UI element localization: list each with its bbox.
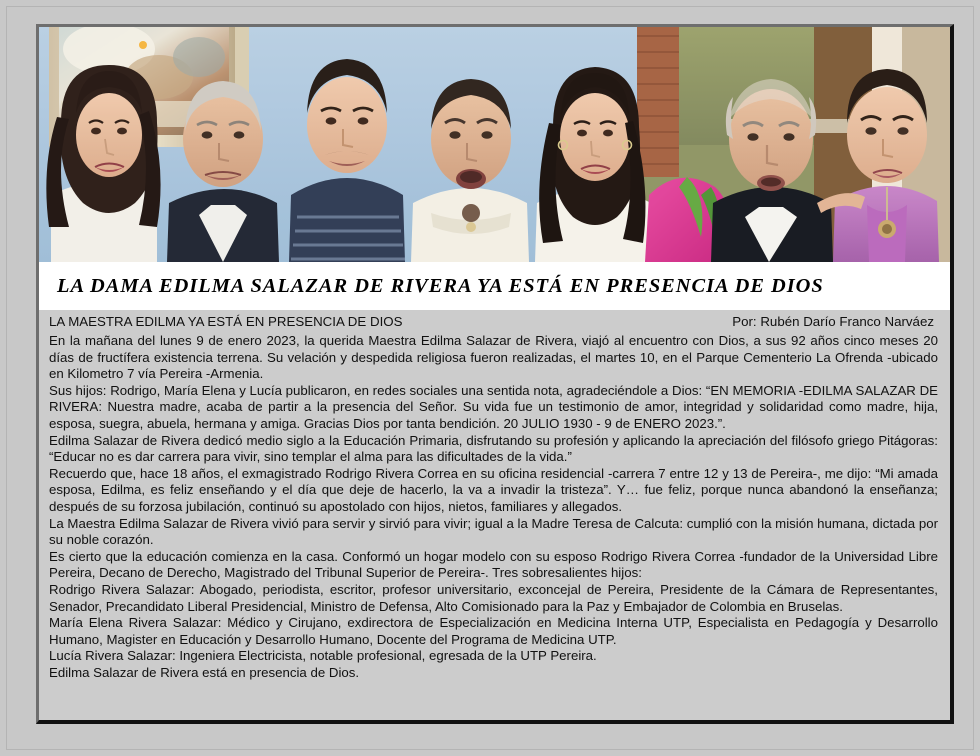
article-paragraph: Lucía Rivera Salazar: Ingeniera Electricista, notable profesional, egresada de la UTP Pereira.: [49, 648, 597, 664]
article-paragraph: María Elena Rivera Salazar: Médico y Cirujano, exdirectora de Especialización en Medicina Interna UTP, Especialista en Pedagogía y Desarrollo Humano, Magister en Educación y Desarrollo Humano, Docente del Programa de Medicina UTP.: [49, 615, 938, 647]
article-byline: Por: Rubén Darío Franco Narváez: [732, 314, 934, 329]
article-headline: LA DAMA EDILMA SALAZAR DE RIVERA YA ESTÁ EN PRESENCIA DE DIOS: [57, 274, 824, 297]
article-body: [39, 331, 950, 720]
family-photograph-image: [39, 27, 950, 262]
article-photo: [39, 27, 950, 262]
headline-band: [39, 262, 950, 310]
document-body: [39, 27, 950, 720]
article-paragraph: Edilma Salazar de Rivera dedicó medio siglo a la Educación Primaria, disfrutando su profesión y aplicando la apreciación del filósofo griego Pitágoras: “Educar no es dar carrera para vivir, sino templar el alma para las dificultades de la vida.”: [49, 432, 938, 465]
article-paragraph: La Maestra Edilma Salazar de Rivera vivió para servir y sirvió para vivir; igual a la Madre Teresa de Calcuta: cumplió con la misión humana, dictada por su noble corazón.: [49, 515, 938, 548]
article-paragraph: Sus hijos: Rodrigo, María Elena y Lucía publicaron, en redes sociales una sentida nota, agradeciéndole a Dios: “EN MEMORIA -EDILMA SALAZAR DE RIVERA: Nuestra madre, acaba de partir a la presencia del Señor. Su vida fue un testimonio de amor, integridad y solidaridad como madre, hija, esposa, suegra, abuela, hermana y amiga. Gracias Dios por tanta bendición. 20 JULIO 1930 - 9 de ENERO 2023.”.: [49, 382, 938, 431]
article-subheadline: LA MAESTRA EDILMA YA ESTÁ EN PRESENCIA DE DIOS: [49, 314, 403, 329]
article-paragraph: Es cierto que la educación comienza en la casa. Conformó un hogar modelo con su esposo Rodrigo Rivera Correa -fundador de la Universidad Libre Pereira, Decano de Derecho, Magistrado del Tribunal Superior de Pereira-. Tres sobresalientes hijos:: [49, 548, 938, 581]
article-closing-line: Edilma Salazar de Rivera está en presencia de Dios.: [49, 664, 360, 680]
document-frame: [36, 24, 954, 724]
article-paragraph: Rodrigo Rivera Salazar: Abogado, periodista, escritor, profesor universitario, exconcejal de Pereira, Presidente de la Cámara de Representantes, Senador, Precandidato Liberal Presidencial, Ministro de Defensa, Alto Comisionado para la Paz y Embajador de Colombia en Bruselas.: [49, 581, 938, 614]
article-paragraph: Recuerdo que, hace 18 años, el exmagistrado Rodrigo Rivera Correa en su oficina residencial -carrera 7 entre 12 y 13 de Pereira-, me dijo: “Mi amada esposa, Edilma, es feliz enseñando y el día que deje de hacerlo, la va a invadir la tristeza”. Y… fue feliz, porque nunca abandonó la enseñanza; después de su forzosa jubilación, continuó su apostolado con hijos, nietos, familiares y allegados.: [49, 465, 938, 514]
byline-row: [39, 310, 950, 331]
article-paragraph: En la mañana del lunes 9 de enero 2023, la querida Maestra Edilma Salazar de Rivera, viajó al encuentro con Dios, a sus 92 años cinco meses 20 días de fructífera existencia terrena. Su velación y despedida religiosa fueron realizadas, el martes 10, en el Parque Cementerio La Ofrenda -ubicado en Kilometro 7 vía Pereira -Armenia.: [49, 333, 938, 382]
